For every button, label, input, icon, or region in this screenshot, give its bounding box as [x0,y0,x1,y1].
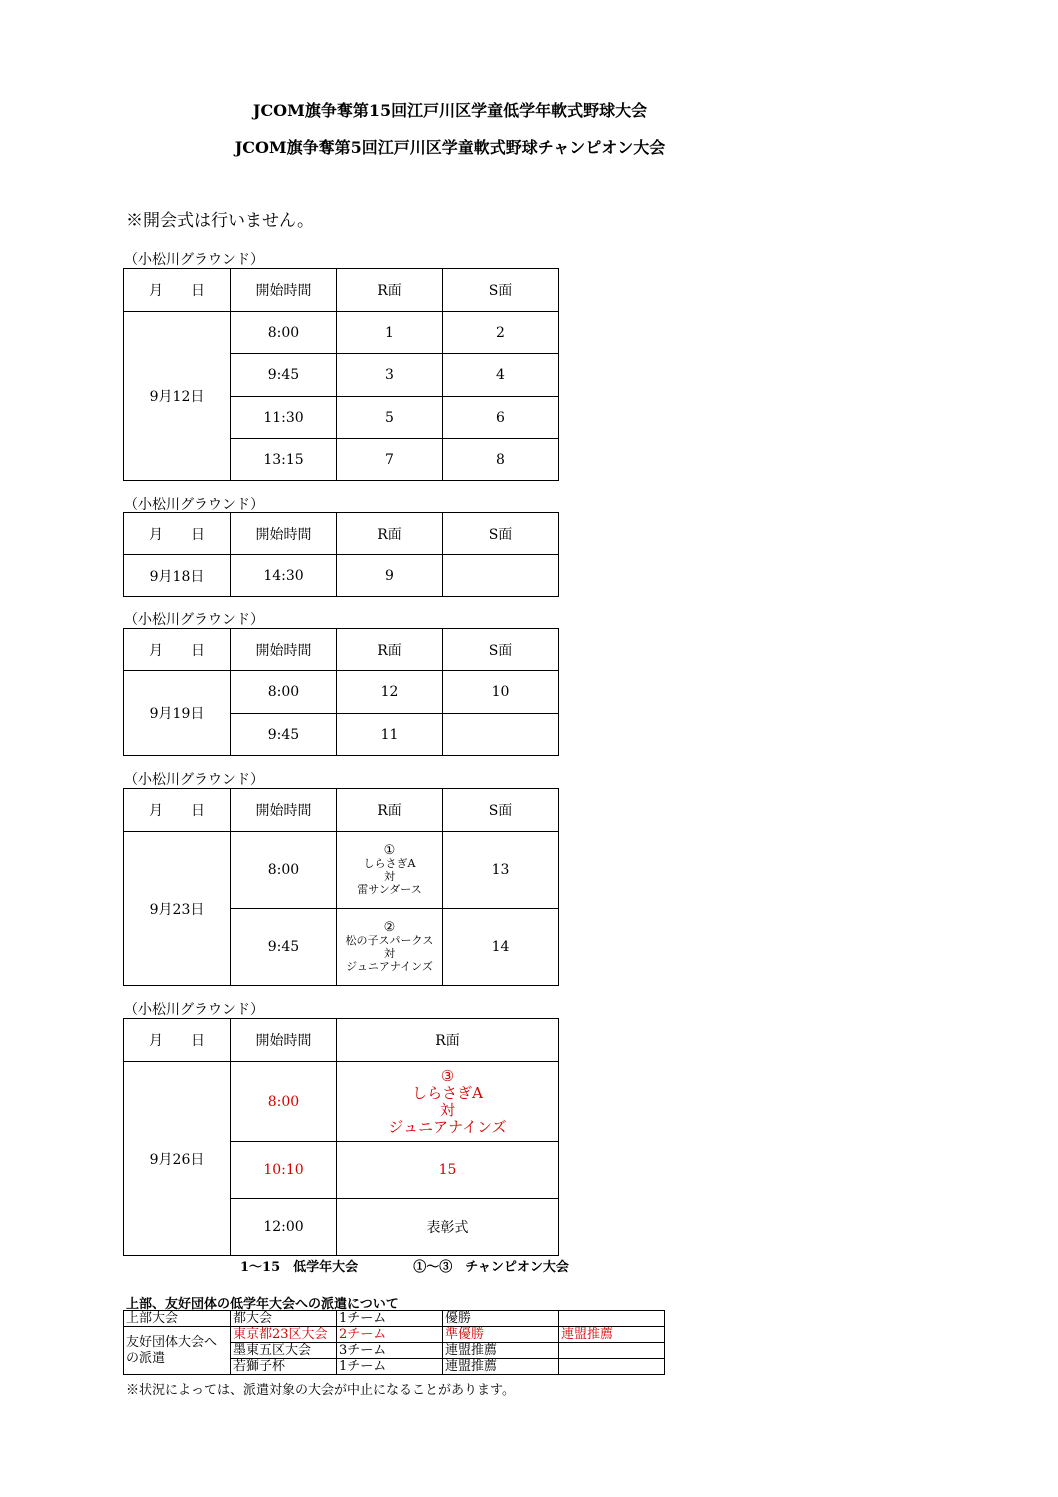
date-cell: 9月12日 [124,312,231,481]
ground-label: （小松川グラウンド） [124,772,264,788]
dispatch-condition-extra [559,1359,665,1375]
date-cell: 9月19日 [124,671,231,756]
header-start-time: 開始時間 [231,789,337,832]
s-cell: 13 [443,832,559,909]
title-line1: JCOM旗争奪第15回江戸川区学童低学年軟式野球大会 [252,101,648,120]
legend-champion: ①～③ チャンピオン大会 [413,1260,569,1275]
match-team2: ジュニアナインズ [388,1117,507,1136]
header-row [124,269,559,312]
dispatch-header-row [124,1311,665,1327]
date-cell: 9月26日 [124,1062,231,1256]
dispatch-event: 若獅子杯 [231,1359,337,1375]
schedule-table-0919 [123,628,559,756]
table-row [124,1327,665,1343]
date-cell: 9月18日 [124,555,231,597]
s-cell: 4 [443,354,559,397]
r-cell: 9 [337,555,443,597]
time-cell: 8:00 [231,1062,337,1142]
table-row [124,312,559,354]
header-start-time: 開始時間 [231,1019,337,1062]
match-team2: 雷サンダース [357,883,422,896]
match-number: ② [383,920,396,935]
time-cell: 8:00 [231,832,337,909]
dispatch-group-label: 友好団体大会への派遣 [124,1327,231,1375]
dispatch-header-event: 都大会 [231,1311,337,1327]
header-date: 月 日 [124,1019,231,1062]
header-row [124,1019,559,1062]
header-r-field: R面 [337,1019,559,1062]
match-vs: 対 [384,947,395,960]
ceremony-note: ※開会式は行いません。 [126,211,315,231]
header-s-field: S面 [443,629,559,671]
dispatch-event: 東京都23区大会 [231,1327,337,1343]
table-row [124,671,559,714]
dispatch-teams: 3チーム [337,1343,443,1359]
table-row [124,555,559,597]
time-cell: 12:00 [231,1199,337,1256]
s-cell: 8 [443,439,559,481]
ground-label: （小松川グラウンド） [124,612,264,628]
dispatch-condition: 連盟推薦 [443,1359,559,1375]
match-team1: しらさぎA [363,857,416,870]
r-cell: 5 [337,397,443,439]
time-cell: 11:30 [231,397,337,439]
r-cell: 表彰式 [337,1199,559,1256]
s-cell: 2 [443,312,559,354]
s-cell: 10 [443,671,559,714]
header-date: 月 日 [124,513,231,555]
header-start-time: 開始時間 [231,629,337,671]
header-date: 月 日 [124,269,231,312]
dispatch-condition-extra [559,1343,665,1359]
dispatch-header-teams: 1チーム [337,1311,443,1327]
header-r-field: R面 [337,629,443,671]
match-number: ③ [440,1066,455,1085]
match-vs: 対 [439,1100,455,1119]
s-cell [443,555,559,597]
header-s-field: S面 [443,789,559,832]
ground-label: （小松川グラウンド） [124,252,264,268]
header-date: 月 日 [124,789,231,832]
header-s-field: S面 [443,269,559,312]
time-cell: 13:15 [231,439,337,481]
legend [240,1256,569,1275]
time-cell: 14:30 [231,555,337,597]
r-cell: 12 [337,671,443,714]
r-cell: 1 [337,312,443,354]
schedule-table-0918 [123,512,559,597]
table-row [124,1062,559,1142]
dispatch-condition-extra: 連盟推薦 [559,1327,665,1343]
r-cell: 3 [337,354,443,397]
time-cell: 10:10 [231,1142,337,1199]
ground-label: （小松川グラウンド） [124,497,264,513]
match-vs: 対 [384,870,395,883]
r-cell: 11 [337,714,443,756]
date-cell: 9月23日 [124,832,231,986]
dispatch-header-upper: 上部大会 [124,1311,231,1327]
header-s-field: S面 [443,513,559,555]
dispatch-header-condition: 優勝 [443,1311,559,1327]
legend-low-grade: 1～15 低学年大会 [240,1260,359,1275]
dispatch-table [123,1310,665,1375]
header-start-time: 開始時間 [231,269,337,312]
s-cell [443,714,559,756]
match-team1: 松の子スパークス [345,934,434,947]
time-cell: 8:00 [231,671,337,714]
match-number: ① [383,843,396,858]
header-row [124,629,559,671]
dispatch-title: 上部、友好団体の低学年大会への派遣について [126,1297,399,1312]
footnote: ※状況によっては、派遣対象の大会が中止になることがあります。 [126,1383,515,1398]
r-cell-match [337,909,443,986]
time-cell: 9:45 [231,714,337,756]
schedule-table-0912 [123,268,559,481]
match-team1: しらさぎA [412,1083,483,1102]
dispatch-event: 墨東五区大会 [231,1343,337,1359]
r-cell: 15 [337,1142,559,1199]
s-cell: 14 [443,909,559,986]
dispatch-teams: 1チーム [337,1359,443,1375]
dispatch-condition: 連盟推薦 [443,1343,559,1359]
header-date: 月 日 [124,629,231,671]
header-start-time: 開始時間 [231,513,337,555]
header-r-field: R面 [337,789,443,832]
schedule-table-0926 [123,1018,559,1256]
header-row [124,513,559,555]
dispatch-teams: 2チーム [337,1327,443,1343]
ground-label: （小松川グラウンド） [124,1002,264,1018]
header-r-field: R面 [337,513,443,555]
r-cell-match [337,832,443,909]
s-cell: 6 [443,397,559,439]
title-line2: JCOM旗争奪第5回江戸川区学童軟式野球チャンピオン大会 [234,138,666,157]
schedule-table-0923 [123,788,559,986]
time-cell: 9:45 [231,909,337,986]
dispatch-condition: 準優勝 [443,1327,559,1343]
dispatch-header-extra [559,1311,665,1327]
time-cell: 8:00 [231,312,337,354]
header-row [124,789,559,832]
r-cell-match [337,1062,559,1142]
time-cell: 9:45 [231,354,337,397]
header-r-field: R面 [337,269,443,312]
r-cell: 7 [337,439,443,481]
match-team2: ジュニアナインズ [346,960,433,973]
table-row [124,832,559,909]
